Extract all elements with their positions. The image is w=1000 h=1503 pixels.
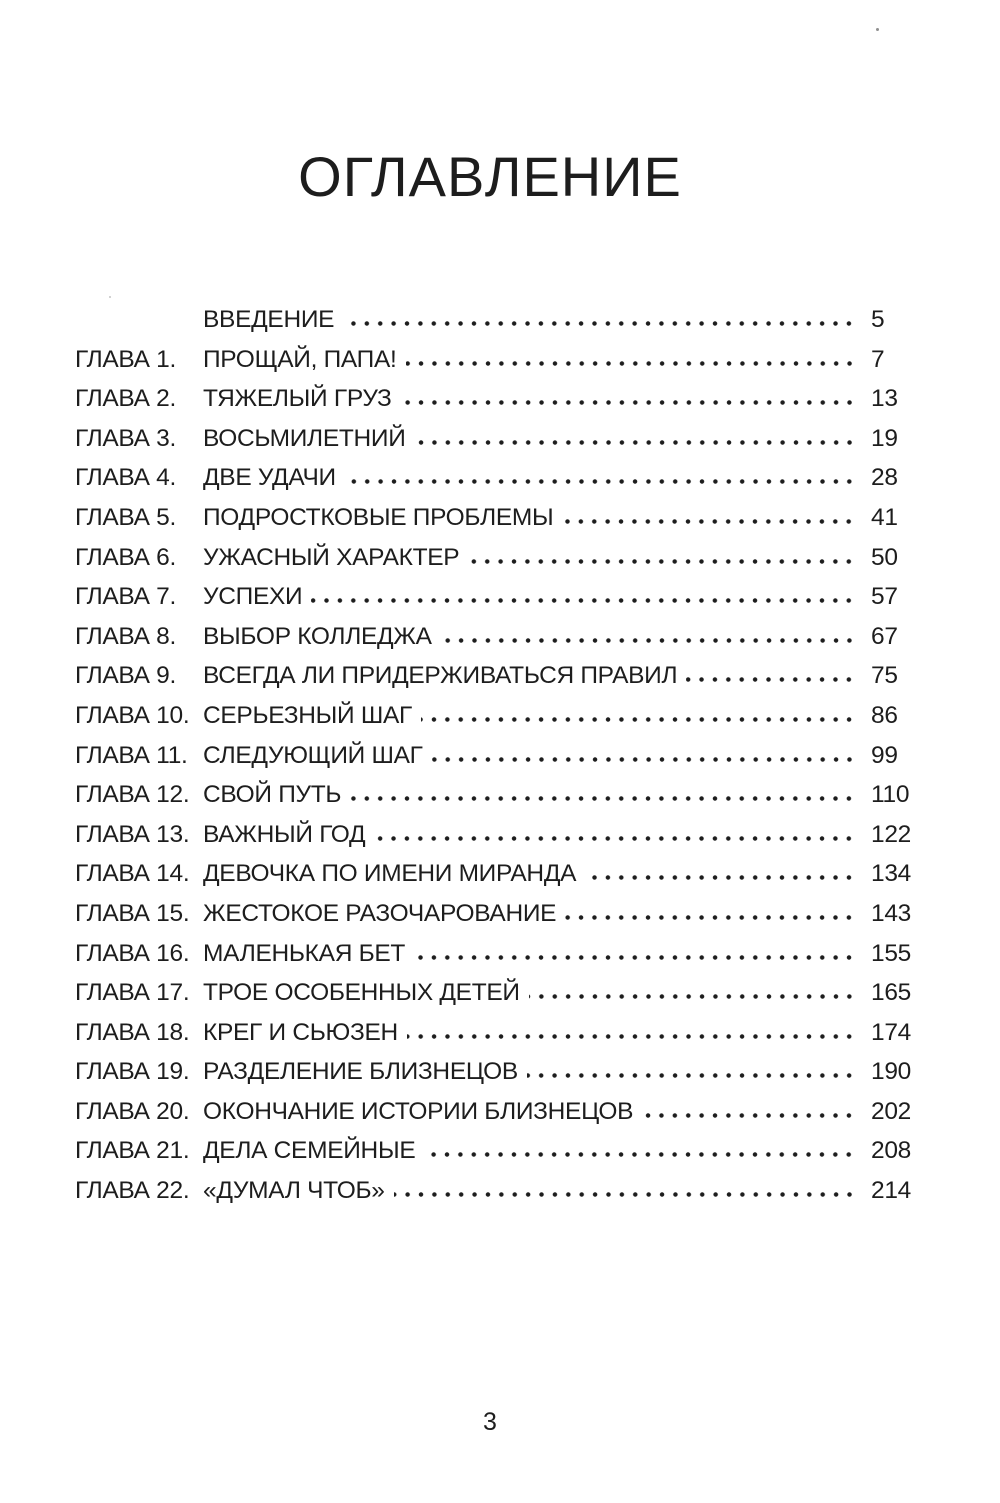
toc-page-number: 75 [871, 662, 898, 690]
toc-chapter-label: ГЛАВА 10. [75, 701, 190, 729]
toc-entry-title: ПОДРОСТКОВЫЕ ПРОБЛЕМЫ [203, 503, 554, 531]
toc-entry-title: ДЕЛА СЕМЕЙНЫЕ [203, 1137, 416, 1165]
toc-entry [75, 900, 917, 940]
toc-page-number: 99 [871, 741, 898, 769]
toc-entry [75, 742, 917, 782]
toc-chapter-label: ГЛАВА 12. [75, 781, 190, 809]
toc-entry [75, 1019, 917, 1059]
toc-entry [75, 1177, 917, 1217]
toc-page-number: 110 [871, 781, 910, 809]
toc-entry [75, 860, 917, 900]
dot-leader [527, 1072, 859, 1079]
toc-page-number: 41 [871, 503, 898, 531]
toc-entry-title: ВОСЬМИЛЕТНИЙ [203, 424, 406, 452]
toc-entry-title: ВЫБОР КОЛЛЕДЖА [203, 622, 432, 650]
dot-leader [585, 874, 859, 881]
toc-entry-title: СВОЙ ПУТЬ [203, 781, 342, 809]
toc-page-number: 202 [871, 1097, 911, 1125]
toc-chapter-label: ГЛАВА 17. [75, 979, 190, 1007]
dot-leader [343, 320, 859, 327]
toc-page-number: 28 [871, 464, 898, 492]
toc-entry [75, 1098, 917, 1138]
dot-leader [424, 1151, 859, 1158]
toc-page-number: 7 [871, 345, 885, 373]
dot-leader [407, 1033, 859, 1040]
toc-entry [75, 385, 917, 425]
dot-leader [562, 518, 859, 525]
dot-leader [394, 1191, 859, 1198]
toc-entry-title: КРЕГ И СЬЮЗЕН [203, 1018, 398, 1046]
dot-leader [415, 439, 859, 446]
toc-page-number: 155 [871, 939, 911, 967]
toc-entry-title: ДЕВОЧКА ПО ИМЕНИ МИРАНДА [203, 860, 577, 888]
dot-leader [642, 1112, 859, 1119]
dot-leader [414, 954, 859, 961]
toc-entry [75, 504, 917, 544]
toc-entry [75, 583, 917, 623]
toc-page-number: 190 [871, 1058, 911, 1086]
toc-page-number: 67 [871, 622, 898, 650]
paper-speck [109, 296, 111, 298]
toc-chapter-label: ГЛАВА 8. [75, 622, 177, 650]
toc-entry-title: РАЗДЕЛЕНИЕ БЛИЗНЕЦОВ [203, 1058, 518, 1086]
toc-entry-title: МАЛЕНЬКАЯ БЕТ [203, 939, 406, 967]
dot-leader [686, 676, 859, 683]
toc-chapter-label: ГЛАВА 22. [75, 1177, 190, 1205]
toc-chapter-label: ГЛАВА 19. [75, 1058, 190, 1086]
dot-leader [468, 558, 859, 565]
toc-entry-title: ТРОЕ ОСОБЕННЫХ ДЕТЕЙ [203, 979, 520, 1007]
toc-chapter-label: ГЛАВА 6. [75, 543, 177, 571]
page-number: 3 [483, 1408, 497, 1436]
dot-leader [311, 597, 859, 604]
toc-page-number: 57 [871, 583, 898, 611]
toc-chapter-label: ГЛАВА 1. [75, 345, 177, 373]
toc-page-number: 5 [871, 306, 885, 333]
toc-chapter-label: ГЛАВА 9. [75, 662, 177, 690]
toc-entry [75, 821, 917, 861]
toc-page-number: 19 [871, 424, 898, 452]
toc-chapter-label: ГЛАВА 16. [75, 939, 190, 967]
toc-page-number: 13 [871, 385, 898, 413]
toc-entry [75, 544, 917, 584]
toc-entry [75, 781, 917, 821]
toc-entry-title: СЕРЬЕЗНЫЙ ШАГ [203, 701, 413, 729]
table-of-contents [75, 306, 917, 1217]
toc-entry [75, 1137, 917, 1177]
toc-entry [75, 306, 917, 346]
dot-leader [345, 478, 859, 485]
toc-page-number: 122 [871, 820, 911, 848]
toc-chapter-label: ГЛАВА 13. [75, 820, 190, 848]
toc-chapter-label: ГЛАВА 20. [75, 1097, 190, 1125]
toc-page-number: 143 [871, 899, 911, 927]
toc-chapter-label: ГЛАВА 3. [75, 424, 177, 452]
toc-entry-title: ДВЕ УДАЧИ [203, 464, 336, 492]
toc-page-number: 208 [871, 1137, 911, 1165]
toc-page-number: 86 [871, 701, 898, 729]
toc-entry [75, 702, 917, 742]
toc-entry-title: «ДУМАЛ ЧТОБ» [203, 1177, 385, 1205]
dot-leader [406, 360, 859, 367]
toc-chapter-label: ГЛАВА 18. [75, 1018, 190, 1046]
toc-entry-title: ПРОЩАЙ, ПАПА! [203, 345, 397, 373]
dot-leader [565, 914, 859, 921]
toc-chapter-label: ГЛАВА 15. [75, 899, 190, 927]
toc-chapter-label: ГЛАВА 4. [75, 464, 177, 492]
toc-entry-title: ВСЕГДА ЛИ ПРИДЕРЖИВАТЬСЯ ПРАВИЛ [203, 662, 678, 690]
toc-page-number: 50 [871, 543, 898, 571]
toc-chapter-label: ГЛАВА 5. [75, 503, 177, 531]
toc-entry-title: ТЯЖЕЛЫЙ ГРУЗ [203, 385, 392, 413]
toc-entry-title: ОКОНЧАНИЕ ИСТОРИИ БЛИЗНЕЦОВ [203, 1097, 634, 1125]
toc-entry-title: УЖАСНЫЙ ХАРАКТЕР [203, 543, 460, 571]
toc-entry-title: СЛЕДУЮЩИЙ ШАГ [203, 741, 423, 769]
dot-leader [421, 716, 859, 723]
dot-leader [401, 399, 859, 406]
toc-page-number: 174 [871, 1018, 911, 1046]
toc-entry [75, 940, 917, 980]
page-title: ОГЛАВЛЕНИЕ [298, 145, 682, 208]
toc-chapter-label: ГЛАВА 7. [75, 583, 177, 611]
dot-leader [529, 993, 859, 1000]
toc-chapter-label: ГЛАВА 11. [75, 741, 188, 769]
toc-chapter-label: ГЛАВА 14. [75, 860, 190, 888]
toc-entry-title: УСПЕХИ [203, 583, 303, 611]
toc-page-number: 214 [871, 1177, 911, 1205]
toc-entry-title: ВАЖНЫЙ ГОД [203, 820, 366, 848]
toc-entry [75, 425, 917, 465]
toc-entry [75, 979, 917, 1019]
toc-entry [75, 623, 917, 663]
dot-leader [441, 637, 859, 644]
toc-entry-title: ЖЕСТОКОЕ РАЗОЧАРОВАНИЕ [203, 899, 557, 927]
toc-chapter-label: ГЛАВА 2. [75, 385, 177, 413]
toc-entry [75, 662, 917, 702]
paper-speck [876, 28, 879, 31]
toc-page-number: 165 [871, 979, 911, 1007]
toc-entry [75, 464, 917, 504]
toc-entry [75, 1058, 917, 1098]
toc-entry [75, 346, 917, 386]
dot-leader [432, 756, 859, 763]
dot-leader [374, 835, 859, 842]
toc-page-number: 134 [871, 860, 911, 888]
toc-chapter-label: ГЛАВА 21. [75, 1137, 190, 1165]
dot-leader [350, 795, 859, 802]
toc-entry-title: ВВЕДЕНИЕ [203, 306, 335, 333]
